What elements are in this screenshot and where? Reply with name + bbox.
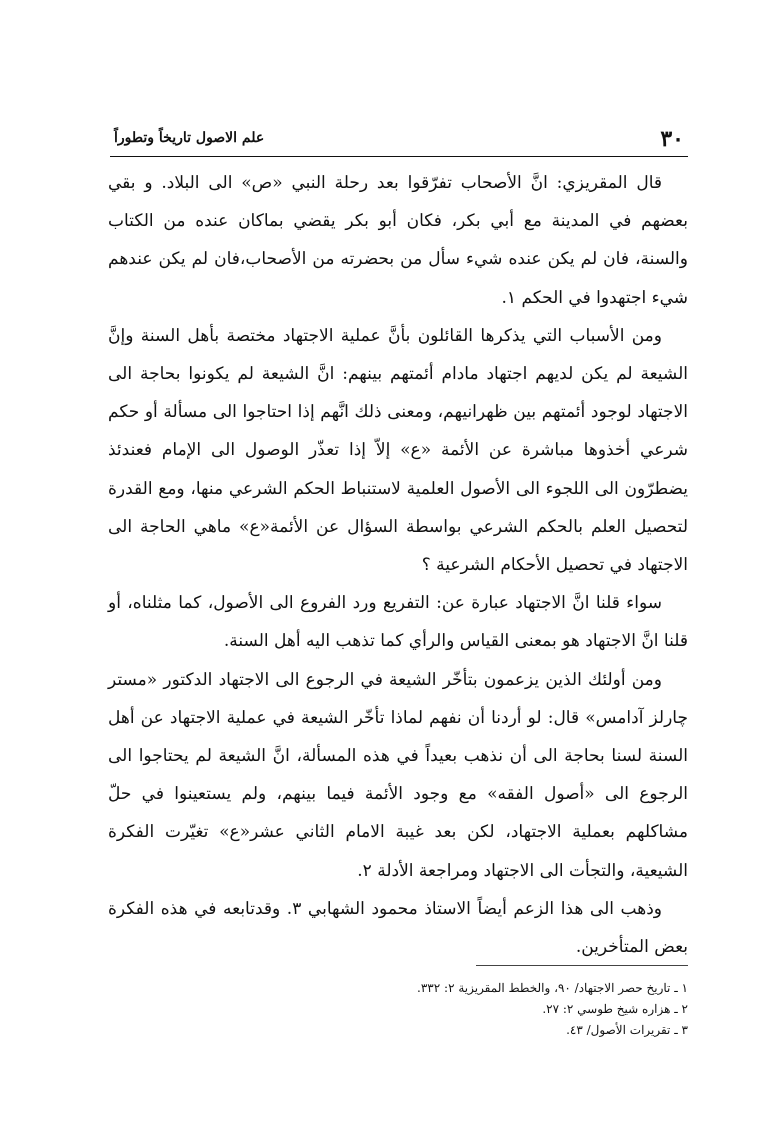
footnote-3: ٣ ـ تقريرات الأصول/ ٤٣.	[566, 1023, 688, 1037]
page-header	[110, 124, 688, 157]
page-number: ٣٠	[660, 126, 684, 152]
footnote-divider	[476, 965, 688, 966]
paragraph-5: وذهب الى هذا الزعم أيضاً الاستاذ محمود الشهابي ٣. وقدتابعه في هذه الفكرة بعض المتأخرين.	[108, 898, 688, 958]
running-title: علم الاصول تاريخاً وتطوراً	[114, 130, 265, 146]
paragraph-4: ومن أولئك الذين يزعمون بتأخّر الشيعة في الرجوع الى الاجتهاد الدكتور «مستر چارلز آدامس» قال: لو أردنا أن نفهم لماذا تأخّر الشيعة في عملية الاجتهاد عن أهل السنة لسنا بحاجة الى أن نذهب بعيداً في هذه المسألة، انَّ الشيعة لم يحتاجوا الى الرجوع الى «أصول الفقه» مع وجود الأئمة فيما بينهم، ولم يستعينوا في حلّ مشاكلهم بعملية الاجتهاد، لكن بعد غيبة الامام الثاني عشر«ع» تغيّرت الفكرة الشيعية، والتجأت الى الاجتهاد ومراجعة الأدلة ٢.	[108, 669, 688, 881]
paragraph-2: ومن الأسباب التي يذكرها القائلون بأنَّ عملية الاجتهاد مختصة بأهل السنة وإنَّ الشيعة لم يكن لديهم اجتهاد مادام أئمتهم بينهم: انَّ الشيعة لم يكونوا بحاجة الى الاجتهاد لوجود أئمتهم بين ظهرانيهم، ومعنى ذلك انَّهم إذا احتاجوا الى مسألة أو حكم شرعي أخذوها مباشرة عن الأئمة «ع» إلاّ إذا تعذّر الوصول الى الإمام فعندئذ يضطرّون الى اللجوء الى الأصول العلمية لاستنباط الحكم الشرعي منها، ومع القدرة لتحصيل العلم بالحكم الشرعي بواسطة السؤال عن الأئمة«ع» ماهي الحاجة الى الاجتهاد في تحصيل الأحكام الشرعية ؟	[108, 325, 688, 576]
footnotes	[108, 978, 688, 1041]
paragraph-1: قال المقريزي: انَّ الأصحاب تفرّقوا بعد رحلة النبي «ص» الى البلاد. و بقي بعضهم في المدينة مع أبي بكر، فكان أبو بكر يقضي بماكان عنده من الكتاب والسنة، فان لم يكن عنده شيء سأل من بحضرته من الأصحاب،فان لم يكن عندهم شيء اجتهدوا في الحكم ١.	[108, 173, 688, 308]
paragraph-3: سواء قلنا انَّ الاجتهاد عبارة عن: التفريع ورد الفروع الى الأصول، كما مثلناه، أو قلنا انَّ الاجتهاد هو بمعنى القياس والرأي كما تذهب اليه أهل السنة.	[108, 593, 688, 652]
footnote-1: ١ ـ تاريخ حصر الاجتهاد/ ٩٠، والخطط المقريزية ٢: ٣٣٢.	[417, 981, 688, 995]
main-text	[108, 164, 688, 966]
footnote-2: ٢ ـ هزاره شيخ طوسي ٢: ٢٧.	[542, 1002, 688, 1016]
